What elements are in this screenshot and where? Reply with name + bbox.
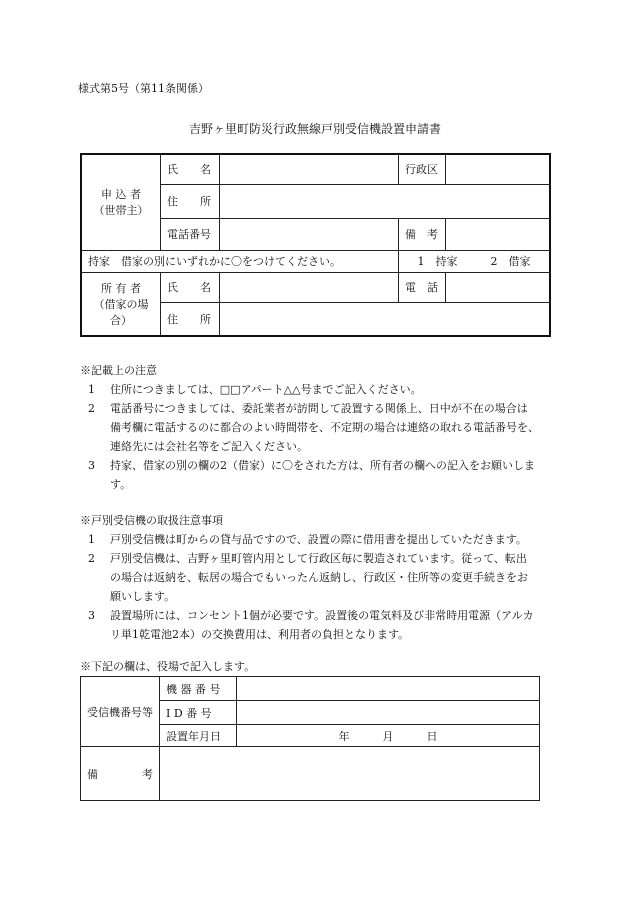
note-line: リ単1乾電池2本）の交換費用は、利用者の負担となります。 [110, 628, 410, 641]
applicant-table [80, 153, 551, 337]
receiver-number-label: 受信機番号等 [81, 677, 160, 747]
housing-options[interactable]: 1 持家 2 借家 [399, 250, 551, 272]
admin-district-label: 行政区 [399, 154, 446, 184]
note-line: 戸別受信機は、吉野ヶ里町管内用として行政区毎に製造されています。従って、転出 [110, 552, 527, 565]
office-table [80, 676, 540, 801]
handling-notes-list [88, 530, 558, 644]
note-line: 願いします。 [110, 590, 176, 603]
note-line: 持家、借家の別の欄の2（借家）に〇をされた方は、所有者の欄への記入をお願いしま [110, 459, 535, 472]
device-number-label: 機 器 番 号 [160, 677, 237, 701]
phone-label: 電話番号 [161, 218, 220, 250]
note-line: の場合は返納を、転居の場合でもいったん返納し、行政区・住所等の変更手続きをお [110, 571, 528, 584]
handling-note-item [88, 549, 558, 606]
note-number: 3 [88, 609, 95, 622]
document-title: 吉野ヶ里町防災行政無線戸別受信機設置申請書 [188, 122, 441, 136]
id-number-label: I D 番 号 [160, 701, 237, 725]
owner-name-field[interactable] [220, 272, 399, 302]
admin-district-field[interactable] [446, 154, 551, 184]
phone-field[interactable] [220, 218, 399, 250]
note-line: 住所につきましては、□□アパート△△号までご記入ください。 [110, 383, 422, 396]
note-number: 2 [88, 402, 95, 415]
note-line: す。 [110, 478, 132, 491]
note-number: 1 [88, 533, 95, 546]
id-number-field[interactable] [237, 701, 540, 725]
office-section-heading: ※下記の欄は、役場で記入します。 [80, 660, 256, 673]
address-field[interactable] [220, 184, 551, 218]
owner-phone-field[interactable] [446, 272, 551, 302]
form-number: 様式第5号（第11条関係） [78, 82, 209, 95]
owner-label-cell [81, 272, 161, 336]
entry-note-item [88, 456, 558, 494]
handling-note-item [88, 606, 558, 644]
applicant-label: 申 込 者 [101, 188, 141, 202]
entry-notes-list [88, 380, 558, 494]
note-number: 3 [88, 459, 95, 472]
entry-note-item [88, 399, 558, 456]
remarks-field[interactable] [446, 218, 551, 250]
address-label: 住 所 [161, 184, 220, 218]
note-line: 連絡先には会社名等をご記入ください。 [110, 440, 308, 453]
device-number-field[interactable] [237, 677, 540, 701]
owner-address-field[interactable] [220, 302, 551, 336]
name-field[interactable] [220, 154, 399, 184]
note-line: 備考欄に電話するのに都合のよい時間帯を、不定期の場合は連絡の取れる電話番号を、 [110, 421, 539, 434]
note-number: 1 [88, 383, 95, 396]
note-line: 電話番号につきましては、委託業者が訪問して設置する関係上、日中が不在の場合は [110, 402, 528, 415]
install-date-field[interactable]: 年 月 日 [237, 725, 540, 747]
remarks-label: 備 考 [399, 218, 446, 250]
note-number: 2 [88, 552, 95, 565]
applicant-label-cell [81, 154, 161, 250]
note-line: 設置場所には、コンセント1個が必要です。設置後の電気料及び非常時用電源（アルカ [110, 609, 534, 622]
handling-note-item [88, 530, 558, 549]
install-date-label: 設置年月日 [160, 725, 237, 747]
entry-note-item [88, 380, 558, 399]
owner-label: 所 有 者 [101, 281, 141, 295]
owner-phone-label: 電 話 [399, 272, 446, 302]
name-label: 氏 名 [161, 154, 220, 184]
owner-name-label: 氏 名 [161, 272, 220, 302]
owner-address-label: 住 所 [161, 302, 220, 336]
applicant-sublabel: （世帯主） [93, 204, 149, 218]
office-remarks-label: 備 考 [81, 747, 160, 801]
note-line: 戸別受信機は町からの貸与品ですので、設置の際に借用書を提出していただきます。 [110, 533, 527, 546]
office-remarks-field[interactable] [160, 747, 540, 801]
handling-notes-heading: ※戸別受信機の取扱注意事項 [80, 514, 223, 527]
entry-notes-heading: ※記載上の注意 [80, 364, 157, 377]
housing-prompt: 持家 借家の別にいずれかに〇をつけてください。 [81, 250, 399, 272]
owner-sublabel: （借家の場合） [93, 297, 149, 327]
